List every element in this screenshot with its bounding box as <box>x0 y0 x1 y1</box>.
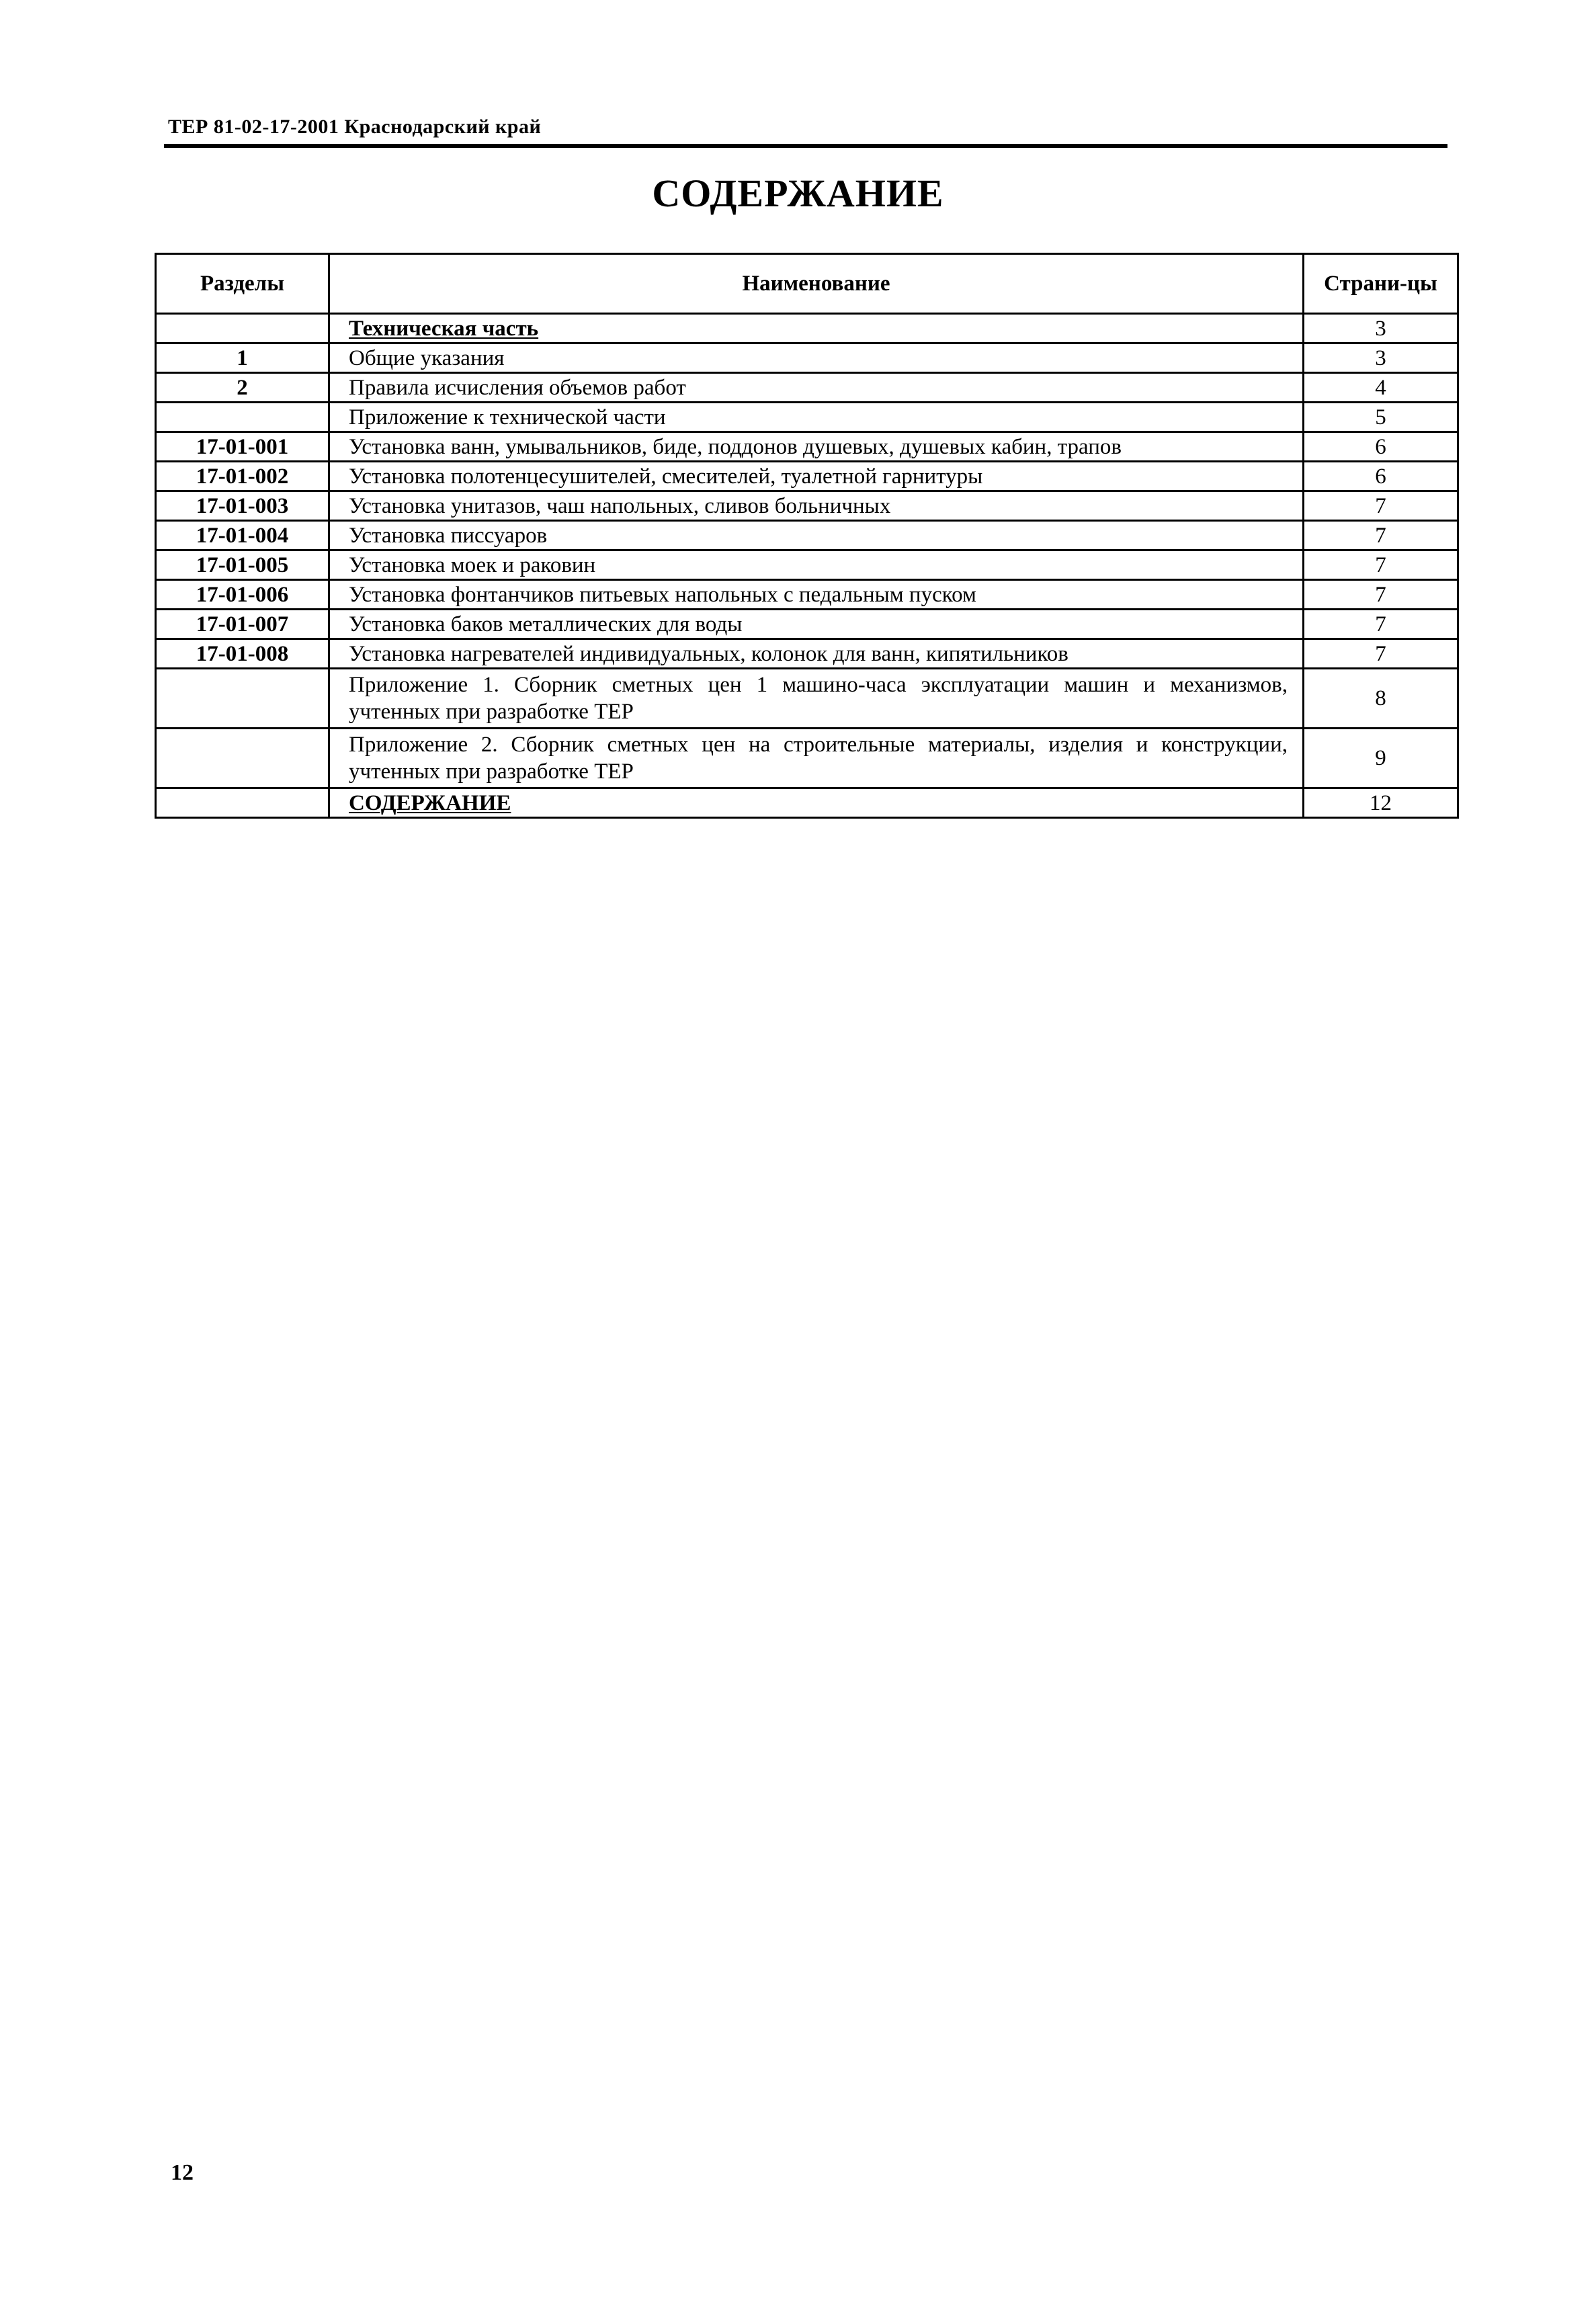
table-row <box>156 788 1458 818</box>
column-header-pages: Страни-цы <box>1304 254 1458 314</box>
page-number: 12 <box>171 2160 194 2185</box>
row-section <box>156 729 329 788</box>
row-name: Приложение 1. Сборник сметных цен 1 машино-часа эксплуатации машин и механизмов, учтенных при разработке ТЕР <box>329 669 1304 729</box>
row-page: 9 <box>1304 729 1458 788</box>
row-page: 12 <box>1304 788 1458 818</box>
row-name-text: СОДЕРЖАНИЕ <box>349 790 511 815</box>
row-section: 17-01-004 <box>156 521 329 550</box>
table-row <box>156 491 1458 521</box>
row-name-text: Техническая часть <box>349 316 539 341</box>
row-page: 7 <box>1304 610 1458 639</box>
row-section: 17-01-002 <box>156 462 329 491</box>
table-row <box>156 432 1458 462</box>
row-section: 17-01-008 <box>156 639 329 669</box>
table-row <box>156 462 1458 491</box>
table-header-row <box>156 254 1458 314</box>
contents-table <box>155 253 1459 819</box>
row-name: Установка моек и раковин <box>329 550 1304 580</box>
row-page: 4 <box>1304 373 1458 403</box>
row-page: 3 <box>1304 314 1458 343</box>
row-section: 1 <box>156 343 329 373</box>
row-name <box>329 788 1304 818</box>
row-section: 17-01-005 <box>156 550 329 580</box>
row-page: 7 <box>1304 580 1458 610</box>
row-page: 8 <box>1304 669 1458 729</box>
row-page: 3 <box>1304 343 1458 373</box>
table-row <box>156 610 1458 639</box>
row-section <box>156 403 329 432</box>
column-header-section: Разделы <box>156 254 329 314</box>
row-section: 17-01-003 <box>156 491 329 521</box>
row-section <box>156 788 329 818</box>
table-row <box>156 550 1458 580</box>
row-name: Установка фонтанчиков питьевых напольных с педальным пуском <box>329 580 1304 610</box>
row-page: 7 <box>1304 639 1458 669</box>
table-row <box>156 521 1458 550</box>
row-section: 17-01-006 <box>156 580 329 610</box>
running-header: ТЕР 81-02-17-2001 Краснодарский край <box>168 116 542 138</box>
table-row <box>156 343 1458 373</box>
row-section: 17-01-007 <box>156 610 329 639</box>
row-page: 5 <box>1304 403 1458 432</box>
row-section: 17-01-001 <box>156 432 329 462</box>
row-name: Приложение 2. Сборник сметных цен на строительные материалы, изделия и конструкции, учтенных при разработке ТЕР <box>329 729 1304 788</box>
header-rule <box>164 144 1447 148</box>
row-name: Установка писсуаров <box>329 521 1304 550</box>
row-name: Правила исчисления объемов работ <box>329 373 1304 403</box>
row-page: 6 <box>1304 462 1458 491</box>
row-section <box>156 669 329 729</box>
table-row <box>156 373 1458 403</box>
row-page: 6 <box>1304 432 1458 462</box>
table-row <box>156 314 1458 343</box>
row-page: 7 <box>1304 491 1458 521</box>
row-section <box>156 314 329 343</box>
table-row <box>156 580 1458 610</box>
column-header-name: Наименование <box>329 254 1304 314</box>
table-row <box>156 669 1458 729</box>
row-name: Приложение к технической части <box>329 403 1304 432</box>
row-name: Установка полотенцесушителей, смесителей, туалетной гарнитуры <box>329 462 1304 491</box>
table-row <box>156 639 1458 669</box>
table-row <box>156 403 1458 432</box>
page-title: СОДЕРЖАНИЕ <box>652 171 944 215</box>
row-page: 7 <box>1304 550 1458 580</box>
row-name: Установка унитазов, чаш напольных, сливов больничных <box>329 491 1304 521</box>
table-row <box>156 729 1458 788</box>
row-name: Установка нагревателей индивидуальных, колонок для ванн, кипятильников <box>329 639 1304 669</box>
row-name <box>329 314 1304 343</box>
row-section: 2 <box>156 373 329 403</box>
row-name: Общие указания <box>329 343 1304 373</box>
row-page: 7 <box>1304 521 1458 550</box>
row-name: Установка ванн, умывальников, биде, поддонов душевых, душевых кабин, трапов <box>329 432 1304 462</box>
row-name: Установка баков металлических для воды <box>329 610 1304 639</box>
